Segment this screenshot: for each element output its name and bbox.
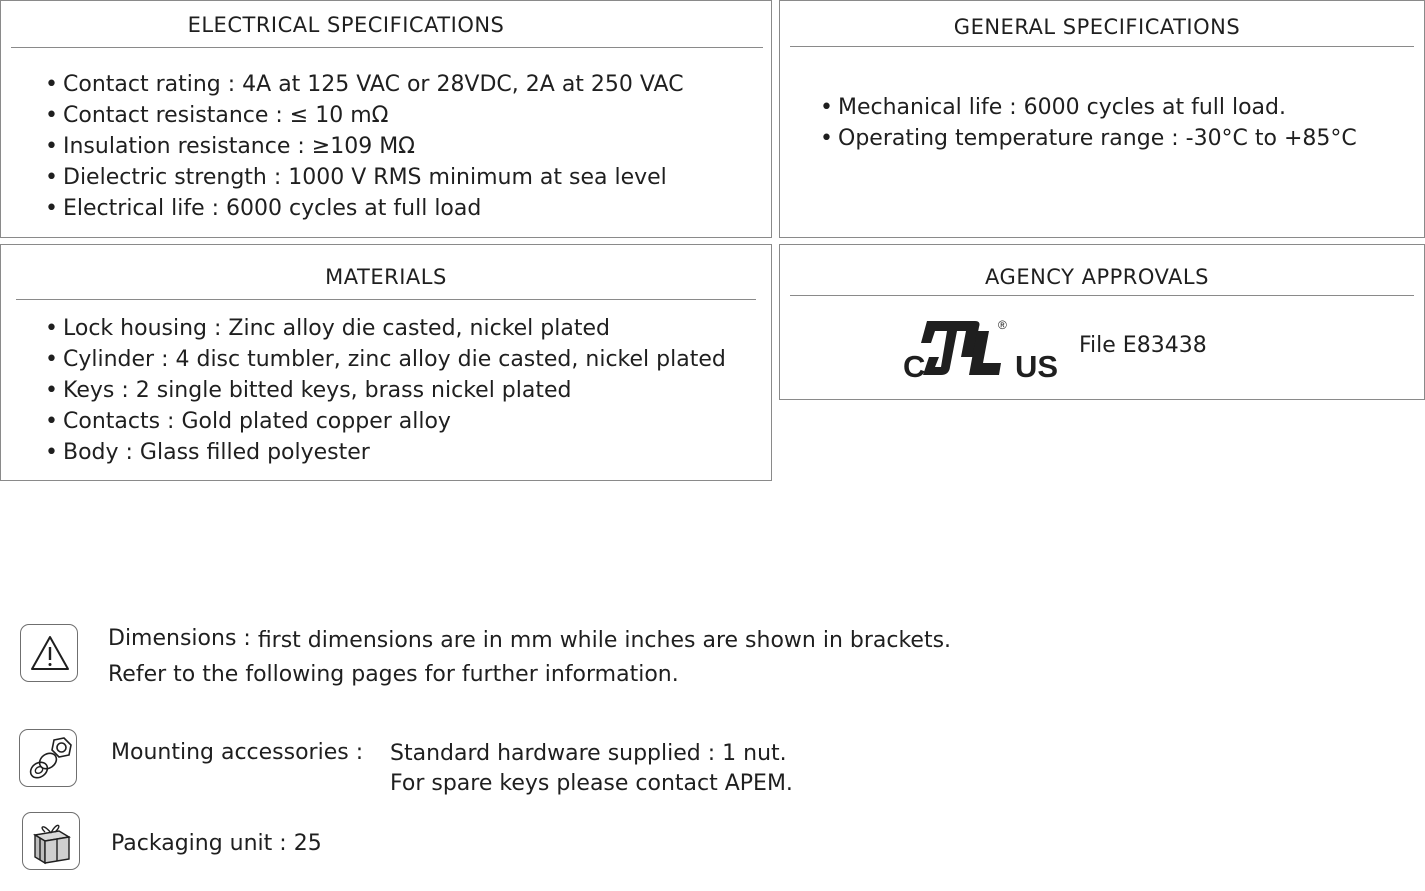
spec-operating-temperature: • Operating temperature range : -30°C to +85°C <box>820 126 1357 151</box>
electrical-specifications-title: ELECTRICAL SPECIFICATIONS <box>187 13 505 37</box>
nut-washer-icon <box>19 729 77 787</box>
material-cylinder: • Cylinder : 4 disc tumbler, zinc alloy die casted, nickel plated <box>45 347 726 372</box>
general-specifications-title: GENERAL SPECIFICATIONS <box>953 15 1241 39</box>
gift-box-icon <box>22 812 80 870</box>
dimensions-further-info: Refer to the following pages for further information. <box>108 662 679 687</box>
ul-file-number: File E83438 <box>1079 333 1207 358</box>
warning-icon <box>20 624 78 682</box>
materials-list <box>45 313 726 468</box>
materials-title: MATERIALS <box>325 265 447 289</box>
dimensions-label: Dimensions : <box>108 626 251 651</box>
agency-title-divider <box>790 295 1414 296</box>
material-body: • Body : Glass filled polyester <box>45 440 370 465</box>
mounting-hardware-text: Standard hardware supplied : 1 nut. <box>390 741 787 766</box>
dimensions-text: first dimensions are in mm while inches are shown in brackets. <box>257 628 952 653</box>
cul-logo-c: C <box>903 349 926 383</box>
spec-contact-rating: • Contact rating : 4A at 125 VAC or 28VDC, 2A at 250 VAC <box>45 72 684 97</box>
cul-logo-us: US <box>1015 349 1059 383</box>
spec-mechanical-life: • Mechanical life : 6000 cycles at full load. <box>820 95 1286 120</box>
spare-keys-text: For spare keys please contact APEM. <box>390 771 793 796</box>
spec-contact-resistance: • Contact resistance : ≤ 10 mΩ <box>45 103 389 128</box>
agency-approvals-panel <box>779 244 1425 400</box>
electrical-specs-list <box>45 69 684 224</box>
general-specifications-panel <box>779 0 1425 238</box>
general-title-divider <box>790 46 1414 47</box>
mounting-accessories-label: Mounting accessories : <box>111 740 364 765</box>
spec-electrical-life: • Electrical life : 6000 cycles at full load <box>45 196 482 221</box>
electrical-specifications-panel <box>0 0 772 238</box>
electrical-title-divider <box>11 47 763 48</box>
packaging-unit-text: Packaging unit : 25 <box>111 831 322 856</box>
material-lock-housing: • Lock housing : Zinc alloy die casted, nickel plated <box>45 316 610 341</box>
dimensions-note <box>108 624 951 654</box>
agency-approvals-title: AGENCY APPROVALS <box>985 265 1209 289</box>
materials-panel <box>0 244 772 481</box>
spec-dielectric-strength: • Dielectric strength : 1000 V RMS minimum at sea level <box>45 165 667 190</box>
cul-us-logo <box>901 315 1061 383</box>
materials-title-divider <box>16 299 756 300</box>
spec-insulation-resistance: • Insulation resistance : ≥109 MΩ <box>45 134 415 159</box>
general-specs-list <box>820 92 1357 154</box>
material-contacts: • Contacts : Gold plated copper alloy <box>45 409 451 434</box>
material-keys: • Keys : 2 single bitted keys, brass nickel plated <box>45 378 572 403</box>
registered-mark: ® <box>998 318 1007 332</box>
